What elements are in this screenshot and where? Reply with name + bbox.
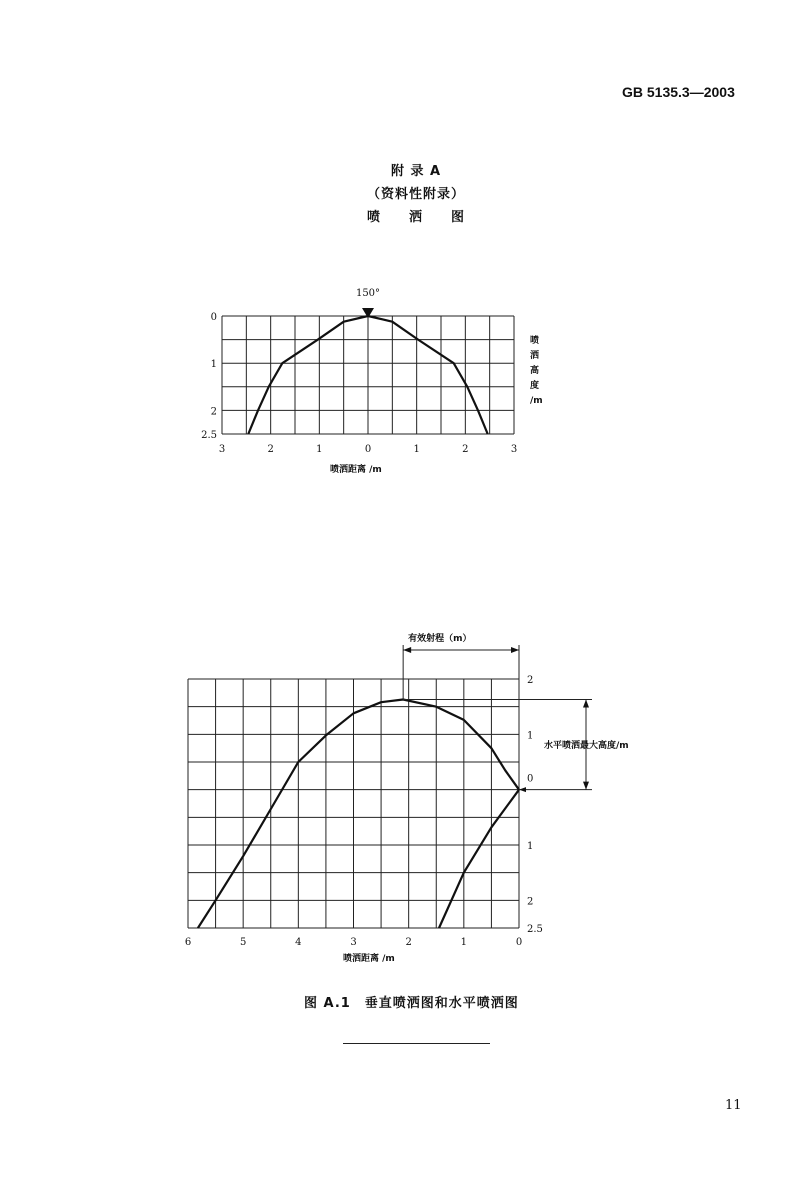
- effective-range-label: 有效射程（m）: [408, 634, 472, 644]
- x-tick-label: 0: [515, 937, 523, 948]
- y-tick-label: 0: [527, 773, 534, 785]
- x-tick-label: 5: [239, 937, 247, 948]
- appendix-subtitle: （资料性附录）: [366, 187, 465, 202]
- y-axis-title-char: /m: [530, 396, 543, 406]
- upper-trajectory-curve: [198, 700, 519, 929]
- appendix-title: 附 录 A: [390, 164, 442, 179]
- x-tick-label: 2: [405, 937, 412, 948]
- end-rule: [343, 1043, 490, 1044]
- x-tick-label: 0: [364, 444, 372, 455]
- x-tick-label: 3: [510, 444, 518, 455]
- x-tick-label: 1: [413, 444, 420, 455]
- x-tick-label: 2: [267, 444, 274, 455]
- y-tick-label: 2.5: [201, 430, 217, 441]
- angle-label: 150°: [355, 288, 381, 299]
- x-tick-label: 1: [460, 937, 468, 948]
- x-tick-label: 2: [462, 444, 469, 455]
- x-axis-title: 喷洒距离 /m: [330, 465, 382, 475]
- page-number: 11: [725, 1098, 742, 1113]
- x-tick-label: 4: [295, 937, 302, 948]
- y-tick-label: 1: [527, 730, 534, 742]
- figure-caption: 图 A.1 垂直喷洒图和水平喷洒图: [304, 996, 519, 1011]
- x-tick-label: 3: [218, 444, 226, 455]
- y-tick-label: 2: [527, 896, 534, 908]
- x-tick-label: 3: [350, 937, 357, 948]
- y-tick-label: 1: [527, 841, 534, 852]
- y-axis-title-char: 度: [530, 381, 540, 391]
- y-tick-label: 2.5: [527, 924, 543, 935]
- y-axis-title-char: 洒: [530, 351, 540, 361]
- y-tick-label: 1: [210, 359, 217, 371]
- max-height-label: 水平喷洒最大高度/m: [544, 741, 629, 751]
- y-axis-title-char: 高: [530, 366, 540, 376]
- x-tick-label: 6: [184, 937, 192, 948]
- standard-code: GB 5135.3—2003: [622, 84, 735, 100]
- lower-trajectory-curve: [439, 790, 519, 928]
- x-tick-label: 1: [316, 444, 323, 455]
- y-tick-label: 2: [210, 406, 217, 418]
- x-axis-title: 喷洒距离 /m: [343, 954, 395, 964]
- appendix-heading: 喷 洒 图: [366, 210, 465, 225]
- y-axis-title-char: 喷: [530, 336, 540, 346]
- y-tick-label: 0: [210, 312, 217, 323]
- y-tick-label: 2: [527, 675, 534, 686]
